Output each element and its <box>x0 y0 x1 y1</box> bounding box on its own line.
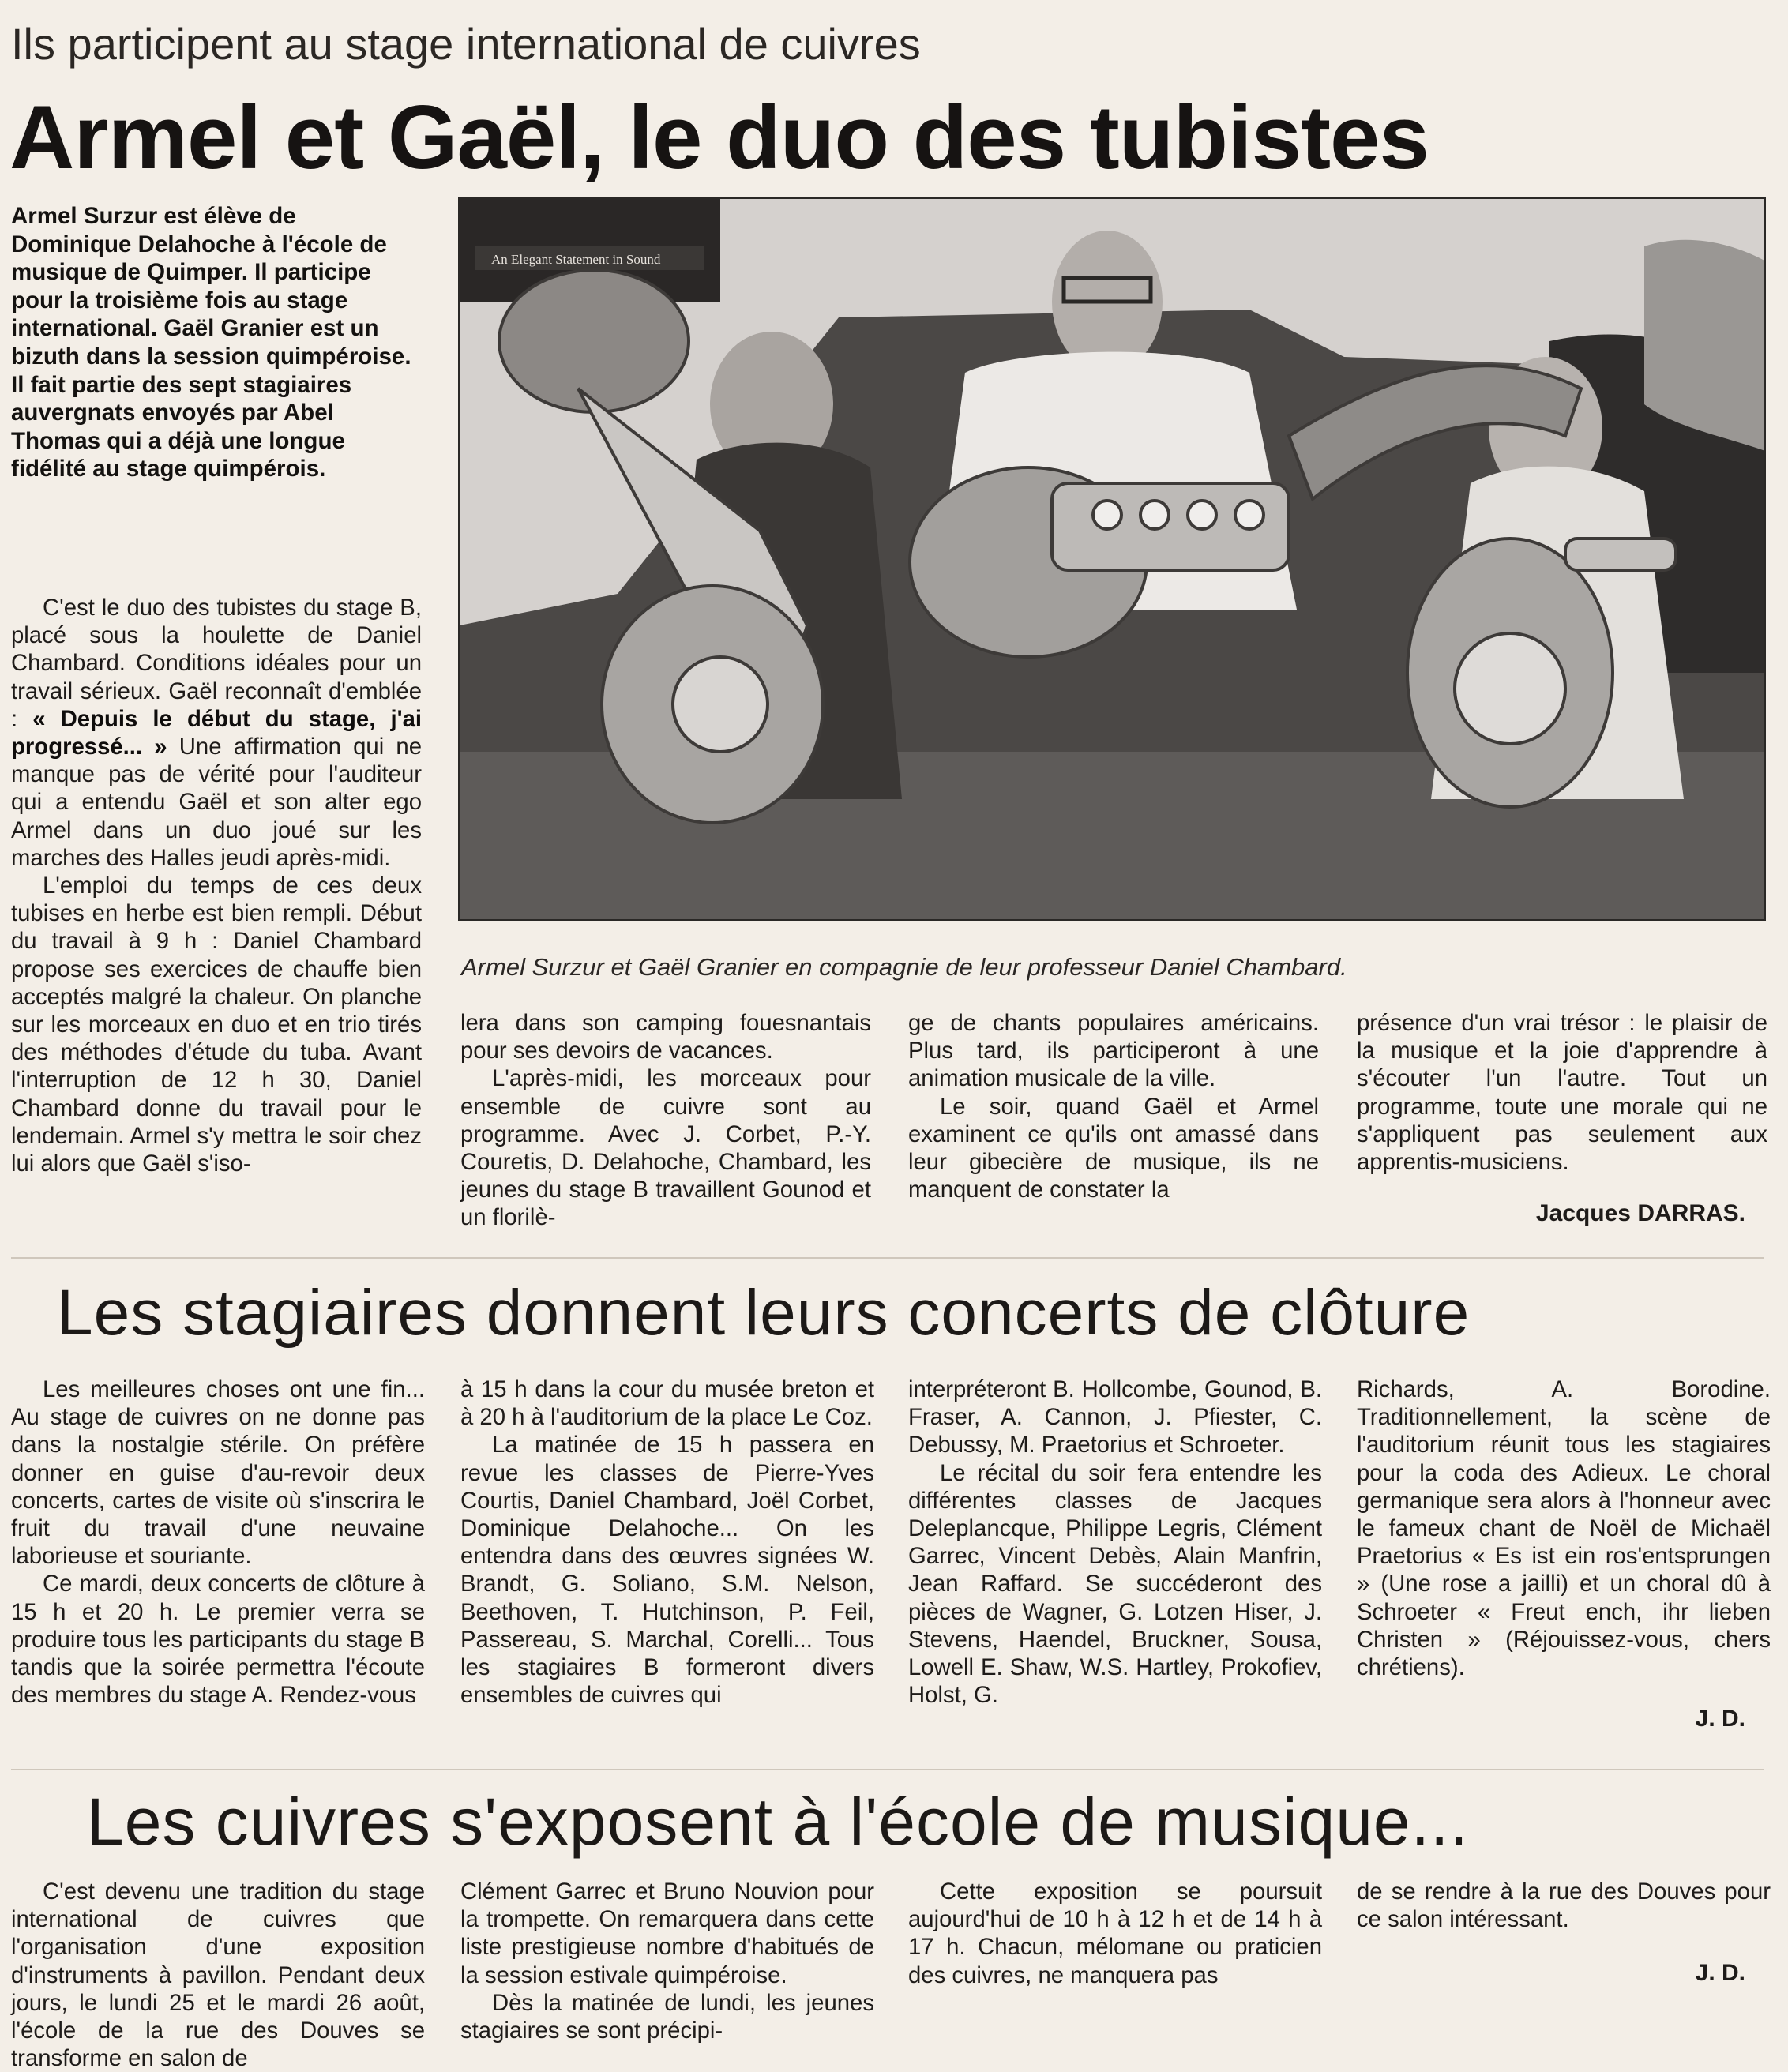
article2-col1-paragraph-2: Ce mardi, deux concerts de clôture à 15 h et 20 h. Le premier verra se produire tous les participants du stage B tandis que la soirée permettra l'écoute des membres du stage A. Rendez-vous <box>11 1571 425 1709</box>
article1-col2-paragraph-1: lera dans son camping fouesnantais pour ses devoirs de vacances. <box>460 1010 871 1064</box>
article2-col2-paragraph-1: à 15 h dans la cour du musée breton et à 20 h à l'auditorium de la place Le Coz. <box>460 1376 874 1431</box>
article3-column-1 <box>11 1878 425 2072</box>
article3-headline: Les cuivres s'exposent à l'école de musique... <box>87 1785 1469 1859</box>
article1-column-4 <box>1357 1009 1767 1176</box>
article1-column-2 <box>460 1009 871 1232</box>
article2-column-2 <box>460 1376 874 1709</box>
article3-column-4 <box>1357 1878 1771 1933</box>
article2-col3-paragraph-1: interpréteront B. Hollcombe, Gounod, B. Fraser, A. Cannon, J. Pfiester, C. Debussy, M. Praetorius et Schroeter. <box>908 1376 1322 1458</box>
divider <box>11 1257 1764 1259</box>
lede-text: Armel Surzur est élève de Dominique Delahoche à l'école de musique de Quimper. Il participe pour la troisième fois au stage international. Gaël Granier est un bizuth dans la session quimpéroise. Il fait partie des sept stagiaires auvergnats envoyés par Abel Thomas qui a déjà une longue fidélité au stage quimpérois. <box>11 203 411 482</box>
article1-col3-paragraph-1: ge de chants populaires américains. Plus tard, ils participeront à une animation musicale de la ville. <box>908 1010 1319 1092</box>
article1-lede <box>11 202 422 483</box>
article1-paragraph-2: L'emploi du temps de ces deux tubises en herbe est bien rempli. Début du travail à 9 h : Daniel Chambard propose ses exercices de chauffe bien acceptés malgré la chaleur. On planche sur les morceaux en duo et en trio tirés des méthodes d'étude du tuba. Avant l'interruption de 12 h 30, Daniel Chambard donne du travail pour le lendemain. Armel s'y mettra le soir chez lui alors que Gaël s'iso- <box>11 873 422 1177</box>
article1-paragraph-1 <box>11 594 422 872</box>
article2-signature: J. D. <box>1695 1706 1745 1732</box>
paragraph-1-text-before: C'est le duo des tubistes du stage B, placé sous la houlette de Daniel Chambard. Conditions idéales pour un travail sérieux. Gaël reconnaît d'emblée : <box>11 595 422 732</box>
article1-column-3 <box>908 1009 1319 1203</box>
poster-text: An Elegant Statement in Sound <box>491 252 661 267</box>
article2-column-4 <box>1357 1376 1771 1681</box>
article2-col1-paragraph-1: Les meilleures choses ont une fin... Au stage de cuivres on ne donne pas dans la nostalgie stérile. On préfère donner en guise d'au-revoir deux concerts, cartes de visite où s'inscrira le fruit du travail d'une neuvaine laborieuse et souriante. <box>11 1376 425 1570</box>
article1-kicker: Ils participent au stage international de cuivres <box>11 19 921 69</box>
article1-photo <box>458 197 1766 921</box>
article2-col2-paragraph-2: La matinée de 15 h passera en revue les classes de Pierre-Yves Courtis, Daniel Chambard, Joël Corbet, Dominique Delahoche... On les entendra dans des œuvres signées W. Brandt, G. Soliano, S.M. Nelson, Beethoven, T. Hutchinson, P. Feil, Passereau, S. Marchal, Corelli... Tous les stagiaires B formeront divers ensembles de cuivres qui <box>460 1432 874 1709</box>
article2-col3-paragraph-2: Le récital du soir fera entendre les différentes classes de Jacques Deleplancque, Philippe Legris, Clément Garrec, Vincent Debès, Alain Manfrin, Jean Raffard. Se succéderont des pièces de Wagner, G. Lotzen Hiser, J. Stevens, Haendel, Bruckner, Sousa, Lowell E. Shaw, W.S. Hartley, Prokofiev, Holst, G. <box>908 1459 1322 1709</box>
article1-col4-paragraph-1: présence d'un vrai trésor : le plaisir de la musique et la joie d'apprendre à s'écouter l'un l'autre. Tout un programme, toute une morale qui ne s'appliquent pas seulement aux apprentis-musiciens. <box>1357 1010 1767 1176</box>
article1-signature: Jacques DARRAS. <box>1535 1200 1745 1226</box>
article2-col4-paragraph-1: Richards, A. Borodine. Traditionnellement, la scène de l'auditorium réunit tous les stagiaires pour la coda des Adieux. Le choral germanique sera alors à l'honneur avec le fameux chant de Noël de Michaël Praetorius « Es ist ein ros'entsprungen » (Une rose a jailli) et un choral dû à Schroeter « Freut ench, ihr lieben Christen » (Réjouissez-vous, chers chrétiens). <box>1357 1376 1771 1681</box>
photo-illustration <box>460 199 1766 921</box>
article2-column-3 <box>908 1376 1322 1709</box>
article3-col4-paragraph-1: de se rendre à la rue des Douves pour ce salon intéressant. <box>1357 1879 1771 1933</box>
article3-column-3 <box>908 1878 1322 1989</box>
paragraph-1-text-after: Une affirmation qui ne manque pas de vérité pour l'auditeur qui a entendu Gaël et son alter ego Armel dans un duo joué sur les marches des Halles jeudi après-midi. <box>11 734 423 871</box>
divider <box>11 1769 1764 1770</box>
article2-column-1 <box>11 1376 425 1709</box>
article3-col2-paragraph-1: Clément Garrec et Bruno Nouvion pour la trompette. On remarquera dans cette liste prestigieuse nombre d'habitués de la session estivale quimpéroise. <box>460 1879 874 1988</box>
photo-caption: Armel Surzur et Gaël Granier en compagnie de leur professeur Daniel Chambard. <box>461 953 1347 981</box>
quote-progression: « Depuis le début du stage, j'ai progressé... » <box>11 705 423 760</box>
article1-column-1 <box>11 594 422 1177</box>
article3-col2-paragraph-2: Dès la matinée de lundi, les jeunes stagiaires se sont précipi- <box>460 1989 874 2044</box>
article3-col1-paragraph-1: C'est devenu une tradition du stage international de cuivres que l'organisation d'une exposition d'instruments à pavillon. Pendant deux jours, le lundi 25 et le mardi 26 août, l'école de la rue des Douves se transforme en salon de <box>11 1879 425 2072</box>
article3-column-2 <box>460 1878 874 2044</box>
article3-signature: J. D. <box>1695 1960 1745 1986</box>
article3-col3-paragraph-1: Cette exposition se poursuit aujourd'hui de 10 h à 12 h et de 14 h à 17 h. Chacun, mélomane ou praticien des cuivres, ne manquera pas <box>908 1879 1322 1988</box>
article1-col2-paragraph-2: L'après-midi, les morceaux pour ensemble de cuivre sont au programme. Avec J. Corbet, P.-Y. Couretis, D. Delahoche, Chambard, les jeunes du stage B travaillent Gounod et un florilè- <box>460 1065 871 1231</box>
article1-headline: Armel et Gaël, le duo des tubistes <box>9 88 1429 188</box>
article2-headline: Les stagiaires donnent leurs concerts de clôture <box>57 1277 1471 1349</box>
article1-col3-paragraph-2: Le soir, quand Gaël et Armel examinent ce qu'ils ont amassé dans leur gibecière de musique, ils ne manquent de constater la <box>908 1093 1319 1203</box>
